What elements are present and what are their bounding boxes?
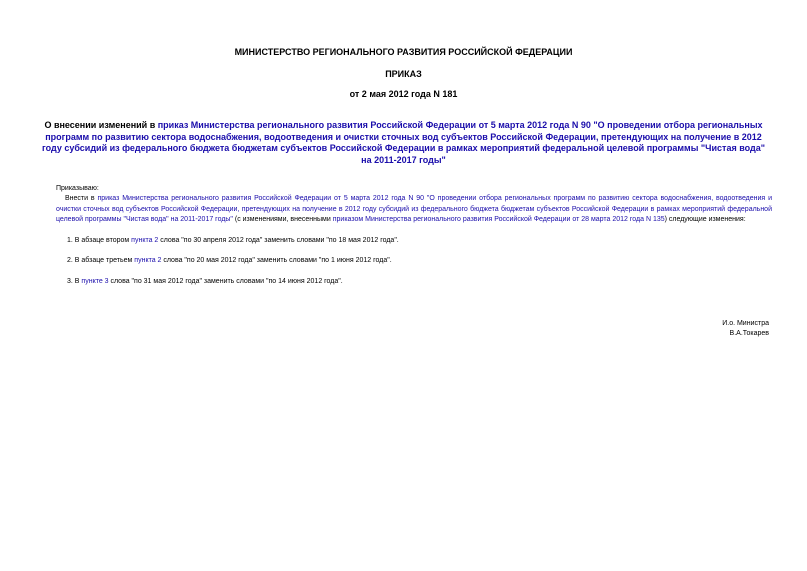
- subject-link[interactable]: приказ Министерства регионального развития Российской Федерации от 5 марта 2012 года N 90 "О проведении отбора региональных программ по развитию сектора водоснабжения, водоотведения и очистки сточных вод субъектов Российской Федерации, претендующих на получение в 2012 году субсидий из федерального бюджета бюджетам субъектов Российской Федерации в рамках мероприятий федеральной целевой программы "Чистая вода" на 2011-2017 годы": [42, 120, 765, 165]
- order-word: Приказываю:: [56, 185, 99, 192]
- signatory-name: В.А.Токарев: [729, 330, 769, 337]
- intro-paragraph: [56, 194, 772, 226]
- order-type: ПРИКАЗ: [385, 69, 422, 79]
- ministry-title: МИНИСТЕРСТВО РЕГИОНАЛЬНОГО РАЗВИТИЯ РОССИЙСКОЙ ФЕДЕРАЦИИ: [234, 47, 573, 57]
- intro-text-2: (с изменениями, внесенными: [232, 216, 333, 223]
- intro-link-order-135[interactable]: приказом Министерства регионального развития Российской Федерации от 28 марта 2012 года N 135: [332, 216, 665, 223]
- item-text-pre: 3. В: [67, 278, 82, 285]
- intro-text-3: ) следующие изменения:: [664, 216, 746, 223]
- item-text-post: слова "по 31 мая 2012 года" заменить словами "по 14 июня 2012 года".: [108, 278, 343, 285]
- item-link[interactable]: пункта 2: [134, 257, 162, 264]
- intro-link-order-90[interactable]: приказ Министерства регионального развития Российской Федерации от 5 марта 2012 года N 90 "О проведении отбора региональных программ по развитию сектора водоснабжения, водоотведения и очистки сточных вод субъектов Российской Федерации, претендующих на получение в 2012 году субсидий из федерального бюджета бюджетам субъектов Российской Федерации в рамках мероприятий федеральной целевой программы "Чистая вода" на 2011-2017 годы": [56, 195, 772, 223]
- list-item: [67, 277, 343, 287]
- order-date: от 2 мая 2012 года N 181: [349, 89, 458, 99]
- list-item: [67, 236, 399, 246]
- item-link[interactable]: пункта 2: [131, 237, 159, 244]
- order-subject: [36, 120, 771, 166]
- signatory-role: И.о. Министра: [722, 320, 769, 327]
- list-item: [67, 256, 392, 266]
- item-text-post: слова "по 20 мая 2012 года" заменить словами "по 1 июня 2012 года".: [161, 257, 392, 264]
- intro-text-1: Внести в: [65, 195, 98, 202]
- item-text-post: слова "по 30 апреля 2012 года" заменить словами "по 18 мая 2012 года".: [158, 237, 399, 244]
- subject-prefix: О внесении изменений в: [44, 120, 158, 130]
- item-text-pre: 2. В абзаце третьем: [67, 257, 135, 264]
- item-link[interactable]: пункте 3: [81, 278, 109, 285]
- item-text-pre: 1. В абзаце втором: [67, 237, 132, 244]
